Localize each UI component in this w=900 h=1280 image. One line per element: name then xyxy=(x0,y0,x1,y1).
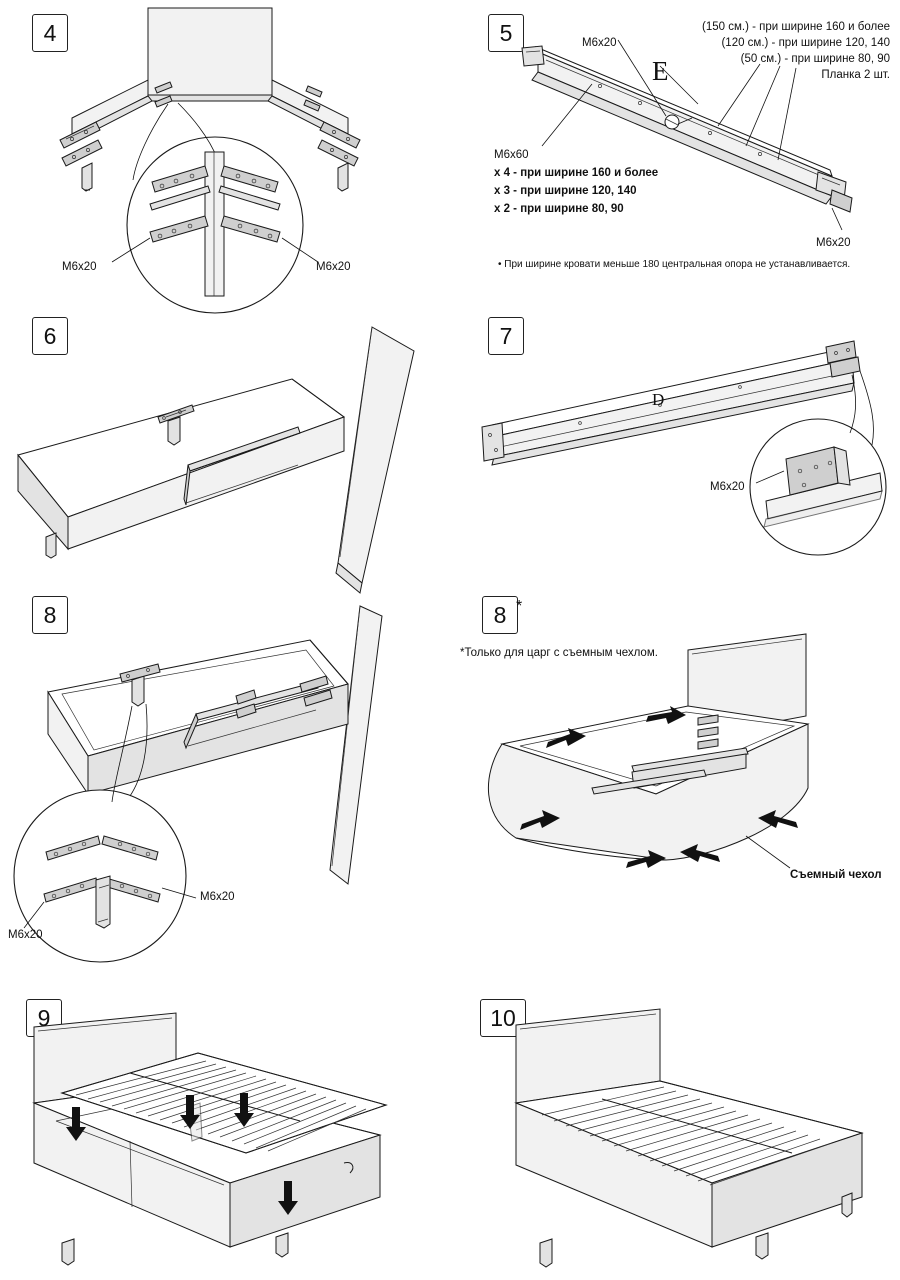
step-5-plank-count: Планка 2 шт. xyxy=(821,69,890,81)
step-8-badge: 8 xyxy=(32,596,68,634)
step-5-bolt-spec-3: х 2 - при ширине 80, 90 xyxy=(494,203,624,215)
step-5-footnote: • При ширине кровати меньше 180 центральная опора не устанавливается. xyxy=(498,259,851,270)
step-8-star-panel xyxy=(460,588,900,988)
step-5-panel xyxy=(460,0,900,300)
step-5-size-note-1: (150 см.) - при ширине 160 и более xyxy=(702,21,890,33)
step-8-bolt-label-left: M6x20 xyxy=(8,929,43,941)
step-8-star-cover-label: Съемный чехол xyxy=(790,869,882,881)
step-8-star-illustration xyxy=(460,588,900,988)
step-5-part-letter: E xyxy=(652,56,669,86)
step-8-star-footnote: *Только для царг с съемным чехлом. xyxy=(460,647,658,659)
step-10-illustration xyxy=(470,985,900,1280)
step-5-bolt-label-bottom: M6x20 xyxy=(816,237,851,249)
step-5-size-note-2: (120 см.) - при ширине 120, 140 xyxy=(721,37,890,49)
step-4-bolt-label-right: M6x20 xyxy=(316,261,351,273)
step-9-illustration xyxy=(0,985,470,1280)
step-8-star-asterisk: * xyxy=(516,598,523,615)
step-4-badge: 4 xyxy=(32,14,68,52)
step-9-panel xyxy=(0,985,470,1280)
step-4-panel xyxy=(0,0,460,310)
step-7-part-letter: D xyxy=(652,390,665,409)
step-7-illustration xyxy=(460,305,900,595)
step-4-bolt-label-left: M6x20 xyxy=(62,261,97,273)
step-9-badge: 9 xyxy=(26,999,62,1037)
step-6-badge: 6 xyxy=(32,317,68,355)
step-5-badge: 5 xyxy=(488,14,524,52)
step-7-badge: 7 xyxy=(488,317,524,355)
step-7-bolt-label: M6x20 xyxy=(710,481,745,493)
step-5-bolt-spec-title: M6x60 xyxy=(494,149,529,161)
step-8-bolt-label-right: M6x20 xyxy=(200,891,235,903)
step-5-size-note-3: (50 см.) - при ширине 80, 90 xyxy=(740,53,890,65)
step-7-panel xyxy=(460,305,900,595)
step-5-bolt-spec-1: х 4 - при ширине 160 и более xyxy=(494,167,659,179)
step-5-bolt-spec-2: х 3 - при ширине 120, 140 xyxy=(494,185,637,197)
step-5-bolt-label-top: M6x20 xyxy=(582,37,617,49)
step-10-panel xyxy=(470,985,900,1280)
step-8-illustration xyxy=(0,588,460,988)
step-8-star-badge: 8 xyxy=(482,596,518,634)
step-6-panel xyxy=(0,305,460,595)
step-10-badge: 10 xyxy=(480,999,526,1037)
step-8-panel xyxy=(0,588,460,988)
step-6-illustration xyxy=(0,305,460,595)
